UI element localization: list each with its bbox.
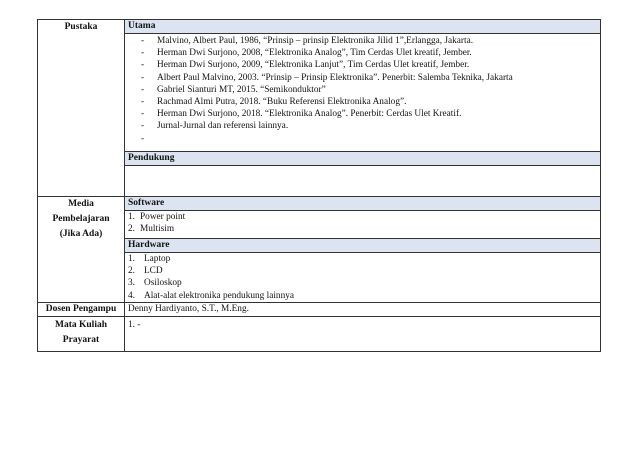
- dosen-label: Dosen Pengampu: [45, 303, 117, 314]
- hardware-item: 2. LCD: [128, 266, 163, 277]
- software-item: 2. Multisim: [128, 223, 175, 234]
- hardware-item: 3. Osiloskop: [128, 278, 182, 289]
- utama-list: [125, 34, 600, 151]
- utama-item: - Jurnal-Jurnal dan referensi lainnya.: [141, 120, 600, 132]
- prasyarat-label-line2: Prayarat: [62, 334, 100, 345]
- dosen-row: [38, 302, 601, 316]
- media-label-cell: [38, 196, 125, 302]
- prasyarat-label-cell: [38, 316, 125, 351]
- media-label-line3: (Jika Ada): [59, 228, 103, 239]
- prasyarat-content-cell: [125, 316, 601, 351]
- software-item: 1. Power point: [128, 211, 186, 222]
- utama-item: - Herman Dwi Surjono, 2009, “Elektronika Lanjut”, Tim Cerdas Ulet kreatif, Jember.: [141, 59, 600, 71]
- utama-item: - Albert Paul Malvino, 2003. “Prinsip – Prinsip Elektronika”. Penerbit: Salemba Teknika, Jakarta: [141, 72, 600, 84]
- course-info-table: [37, 19, 601, 352]
- utama-item: [141, 133, 600, 145]
- pustaka-label-cell: [38, 20, 125, 197]
- course-table-page: [37, 19, 601, 352]
- pustaka-content-cell: [125, 20, 601, 197]
- pustaka-label: Pustaka: [64, 22, 98, 32]
- media-label-line1: Media: [68, 198, 94, 209]
- pendukung-heading: Pendukung: [125, 151, 600, 166]
- dosen-label-cell: [38, 302, 125, 316]
- pustaka-row: [38, 20, 601, 197]
- media-row: [38, 196, 601, 302]
- utama-item: - Gabriel Sianturi MT, 2015. “Semikonduktor”: [141, 84, 600, 96]
- utama-heading: Utama: [125, 20, 600, 34]
- utama-item: - Herman Dwi Surjono, 2018. “Elektronika Analog”. Penerbit: Cerdas Ulet Kreatif.: [141, 108, 600, 120]
- utama-item: - Herman Dwi Surjono, 2008, “Elektronika Analog”, Tim Cerdas Ulet kreatif, Jember.: [141, 47, 600, 59]
- media-content-cell: [125, 196, 601, 302]
- software-heading: Software: [125, 197, 600, 211]
- hardware-item: 4. Alat-alat elektronika pendukung lainnya: [128, 290, 294, 301]
- dosen-value: Denny Hardiyanto, S.T., M.Eng.: [128, 303, 249, 314]
- pendukung-content: [125, 166, 600, 196]
- prasyarat-row: [38, 316, 601, 351]
- software-list: [125, 211, 600, 238]
- prasyarat-value: 1. -: [128, 319, 141, 330]
- hardware-list: [125, 253, 600, 302]
- utama-item: - Malvino, Albert Paul, 1986, “Prinsip – prinsip Elektronika Jilid 1”,Erlangga, Jakarta.: [141, 35, 600, 47]
- media-label-line2: Pembelajaran: [52, 213, 110, 224]
- prasyarat-label-line1: Mata Kuliah: [55, 319, 107, 330]
- utama-item: - Rachmad Almi Putra, 2018. “Buku Referensi Elektronika Analog”.: [141, 96, 600, 108]
- hardware-item: 1. Laptop: [128, 254, 171, 265]
- hardware-heading: Hardware: [125, 238, 600, 253]
- dosen-content-cell: [125, 302, 601, 316]
